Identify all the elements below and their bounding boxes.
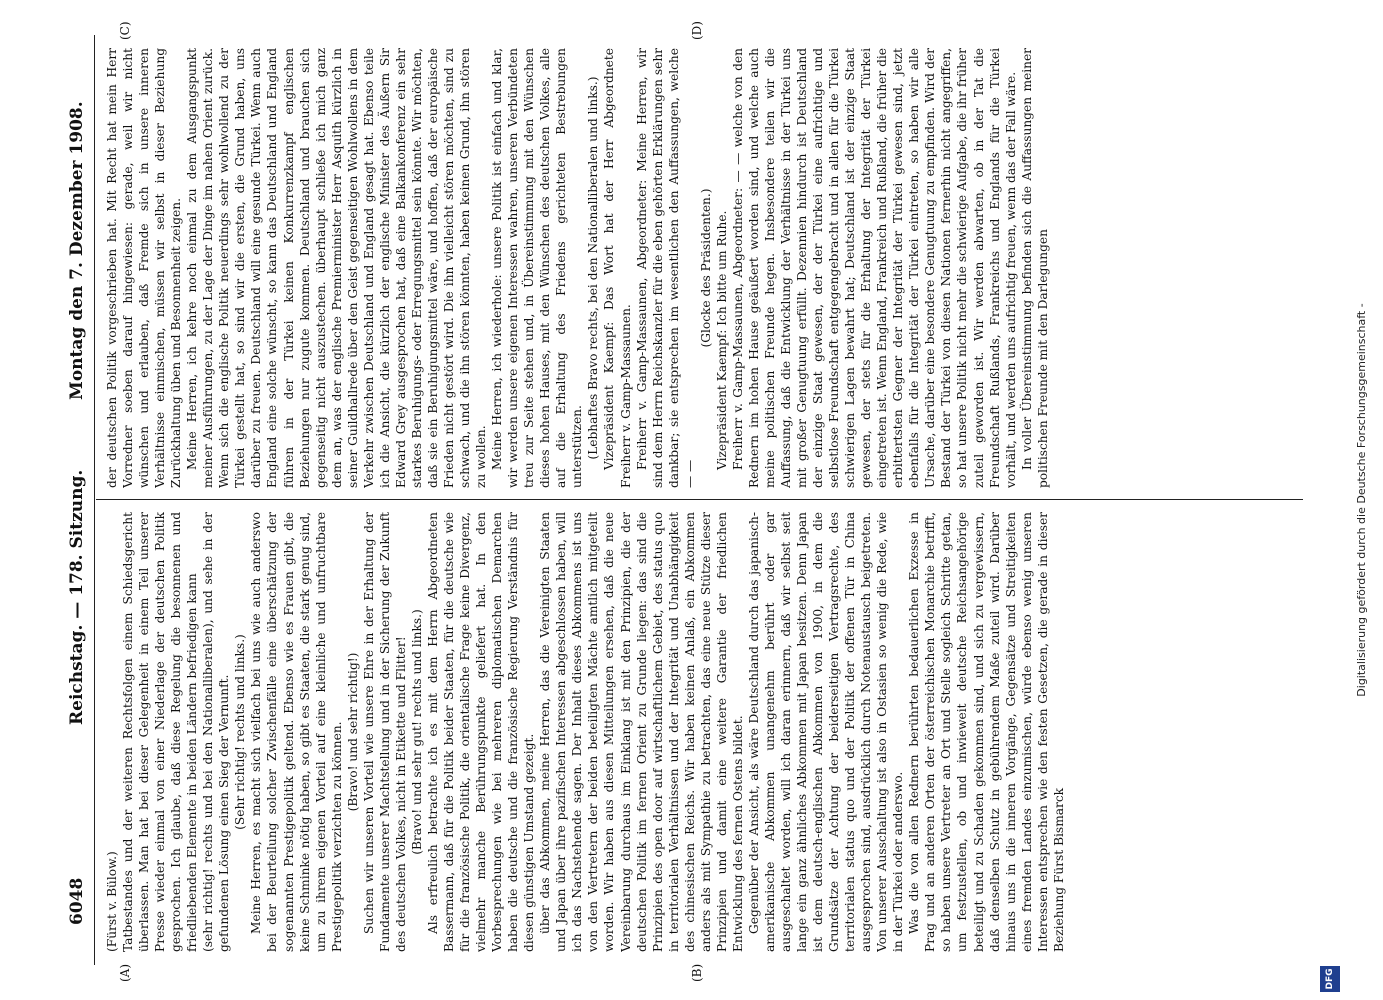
speaker-header: (Fürst v. Bülow.) <box>105 851 119 952</box>
interjection: (Glocke des Präsidenten.) <box>698 188 713 348</box>
left-column <box>104 512 1293 952</box>
column-divider <box>96 499 1303 500</box>
paragraph: Meine Herren, ich wiederhole: unsere Politik ist einfach und klar, wir werden unsere eigenen Interessen wahren, unseren Verbündeten treu zur Seite stehen und, in Übereinstimmung mit den Wünschen dieses hohen Hauses, mit den Wünschen des deutschen Volkes, alle auf die Erhaltung des Friedens gerichteten Bestrebungen unterstützen. <box>490 48 585 488</box>
paragraph: über das Abkommen, meine Herren, das die Vereinigten Staaten und Japan über ihre pazifischen Interessen abgeschlossen haben, will ich das Nachstehende sagen. Der Inhalt dieses Abkommens ist uns von den Vertretern der beiden beteiligten Mächte amtlich mitgeteilt worden. Wir haben aus diesen Mitteilungen ersehen, daß die neue Vereinbarung durchaus im Einklang ist mit den Prinzipien, die der deutschen Politik im fernen Orient zu Grunde liegen: das sind die Prinzipien des open door auf wirtschaftlichem Gebiet, des status quo in territorialen Verhältnissen und der Integrität und Unabhängigkeit des chinesischen Reichs. Wir haben keinen Anlaß, ein Abkommen anders als mit Sympathie zu betrachten, das eine neue Stütze dieser Prinzipien und damit eine weitere Garantie der friedlichen Entwicklung des fernen Ostens bildet. <box>538 512 745 952</box>
interjection: (Bravo! und sehr richtig!) <box>345 652 360 812</box>
paragraph: In voller Übereinstimmung befinden sich die Auffassungen meiner politischen Freunde mit den Darlegungen <box>1019 48 1050 488</box>
paragraph: (sehr richtig! rechts und bei den Nationalliberalen), und sehe in der gefundenen Lösung einen Sieg der Vernunft. <box>201 512 232 952</box>
interjection: (Sehr richtig! rechts und links.) <box>233 634 248 830</box>
paragraph: Tatbestandes und der weiteren Rechtsfolgen einem Schiedsgericht überlassen. Man hat bei dieser Gelegenheit in einem Teil unserer Presse wieder einmal von einer Niederlage der deutschen Politik gesprochen. Ich glaube, daß diese Regelung die besonnenen und friedliebenden Elemente in beiden Ländern befriedigen kann <box>121 512 200 952</box>
interjection: (Lebhaftes Bravo rechts, bei den Nationalliberalen und links.) <box>586 76 601 460</box>
paragraph: Was die von allen Rednern berührten bedauerlichen Exzesse in Prag und an anderen Orten der österreichischen Monarchie betrifft, so haben unsere Vertreter an Ort und Stelle sogleich Schritte getan, um festzustellen, ob und inwieweit deutsche Reichsangehörige beteiligt und zu Schaden gekommen sind, und sich zu vergewissern, daß denselben Schutz in gebührendem Maße zuteil wird. Darüber hinaus uns in die inneren Vorgänge, Gegensätze und Streitigkeiten eines fremden Landes einzumischen, würde ebenso wenig unseren Interessen entsprechen wie den festen Gesetzen, die gerade in dieser Beziehung Fürst Bismarck <box>907 512 1066 952</box>
header-right-title: Montag den 7. Dezember 1908. <box>67 101 87 400</box>
paragraph: Freiherr v. Gamp-Massaunen, Abgeordneter: Meine Herren, wir sind dem Herrn Reichskanzler für die eben gehörten Erklärungen sehr dankbar; sie entsprechen im wesentlichen den Auffassungen, welche — — <box>634 48 697 488</box>
margin-marker-c: (C) <box>118 21 132 40</box>
paragraph: Vizepräsident Kaempf: Ich bitte um Ruhe. <box>714 210 729 470</box>
paragraph: Freiherr v. Gamp-Massaunen, Abgeordneter: — — welche von den Rednern im hohen Hause geäußert worden sind, und welche auch meine politischen Freunde hegen. Insbesondere teilen wir die Auffassung, daß die Entwicklung der Verhältnisse in der Türkei uns mit großer Genugtuung erfüllt. Dezennien hindurch ist Deutschland der einzige Staat gewesen, der der Türkei eine aufrichtige und selbstlose Freundschaft entgegengebracht und in allen für die Türkei schwierigen Lagen bewahrt hat; Deutschland ist der einzige Staat gewesen, der stets für die Erhaltung der Integrität der Türkei eingetreten ist. Wenn England, Frankreich und Rußland, die früher die erbittertsten Gegner der Integrität der Türkei gewesen sind, jetzt ebenfalls für die Integrität der Türkei eintreten, so haben wir alle Ursache, darüber eine besondere Genugtuung zu empfinden. Wird der Bestand der Türkei von diesen Nationen fernerhin nicht angegriffen, so hat unsere Politik nicht mehr die schwierige Aufgabe, die ihr früher zuteil geworden ist. Wir werden abwarten, ob in der Tat die Freundschaft Rußlands, Frankreichs und Englands für die Türkei vorhält, und werden uns aufrichtig freuen, wenn das der Fall wäre. <box>730 48 1018 488</box>
right-column <box>104 48 1293 488</box>
header-left-title: Reichstag. — 178. Sitzung. <box>67 469 87 725</box>
header-rule <box>94 35 95 965</box>
paragraph: Gegenüber der Ansicht, als wäre Deutschland durch das japanisch-amerikanische Abkommen unangenehm berührt oder gar ausgeschaltet worden, will ich daran erinnern, daß wir selbst seit lange ein ganz ähnliches Abkommen mit Japan besitzen. Denn Japan ist dem deutsch-englischen Abkommen von 1900, in dem die Grundsätze der Achtung der beiderseitigen Vertragsrechte, des territorialen status quo und der Politik der offenen Tür in China ausgesprochen sind, ausdrücklich durch Notenaustausch beigetreten. Von unserer Ausschaltung ist also in Ostasien so wenig die Rede, wie in der Türkei oder anderswo. <box>746 512 906 952</box>
paragraph: Vizepräsident Kaempf: Das Wort hat der Herr Abgeordnete Freiherr v. Gamp-Massaunen. <box>602 48 633 488</box>
paragraph: Suchen wir unseren Vorteil wie unsere Ehre in der Erhaltung der Fundamente unserer Machtstellung und in der Sicherung der Zukunft des deutschen Volkes, nicht in Etikette und Flitter! <box>361 512 408 952</box>
page-header <box>60 40 94 965</box>
digitization-footer: Digitalisierung gefördert durch die Deutsche Forschungsgemeinschaft - <box>1355 303 1368 697</box>
page-number: 6048 <box>67 877 87 925</box>
dfg-logo: DFG <box>1320 966 1340 992</box>
margin-marker-a: (A) <box>118 963 132 982</box>
margin-marker-d: (D) <box>690 21 704 40</box>
paragraph: der deutschen Politik vorgeschrieben hat. Mit Recht hat mein Herr Vorredner soeben darauf hingewiesen: gerade, weil wir nicht wünschen und erlauben, daß Fremde sich in unsere inneren Verhältnisse einmischen, müssen wir selbst in dieser Beziehung Zurückhaltung üben und Besonnenheit zeigen. <box>105 48 184 488</box>
margin-marker-b: (B) <box>690 963 704 982</box>
paragraph: Meine Herren, es macht sich vielfach bei uns wie auch anderswo bei der Beurteilung solcher Zwischenfälle eine überschätzung der sogenannten Prestigepolitik geltend. Ebenso wie es Frauen gibt, die keine Schminke nötig haben, so gibt es Staaten, die stark genug sind, um zu ihrem eigenen Vorteil auf eine kleinliche und unfruchtbare Prestigepolitik verzichten zu können. <box>249 512 344 952</box>
paragraph: Als erfreulich betrachte ich es mit dem Herrn Abgeordneten Bassermann, daß für die Politik beider Staaten, für die deutsche wie für die französische Politik, die orientalische Frage keine Divergenz, vielmehr manche Berührungspunkte geliefert hat. In den Vorbesprechungen wie bei mehreren diplomatischen Demarchen haben die deutsche und die französische Regierung Verständnis für diesen günstigen Umstand gezeigt. <box>425 512 537 952</box>
paragraph: Meine Herren, ich kehre noch einmal zu dem Ausgangspunkt meiner Ausführungen, zu der Lage der Dinge im nahen Orient zurück. Wenn sich die englische Politik neuerdings sehr wohlwollend zu der Türkei gestellt hat, so sind wir die ersten, die Grund haben, uns darüber zu freuen. Deutschland will eine gesunde Türkei. Wenn auch England eine solche wünscht, so kann das Deutschland und England führen in der Türkei keinen Konkurrenzkampf englischen Beziehungen nur zugute kommen. Deutschland und brauchen sich gegenseitig nicht auszustechen. überhaupt schließe ich mich ganz dem an, was der englische Premierminister Herr Asquith kürzlich in seiner Guildhallrede über den Geist gegenseitigen Wohlwollens in dem Verkehr zwischen Deutschland und England gesagt hat. Ebenso teile ich die Ansicht, die kürzlich der englische Minister des Äußern Sir Edward Grey ausgesprochen hat, daß eine Balkankonferenz ein sehr starkes Beruhigungs- oder Erregungsmittel sein könnte. Wir möchten, daß sie ein Beruhigungsmittel wäre, und hoffen, daß der europäische Frieden nicht gestört wird. Die ihn vielleicht stören möchten, sind zu schwach, und die ihn stören könnten, haben keinen Grund, ihn stören zu wollen. <box>185 48 489 488</box>
interjection: (Bravo! und sehr gut! rechts und links.) <box>409 609 424 855</box>
